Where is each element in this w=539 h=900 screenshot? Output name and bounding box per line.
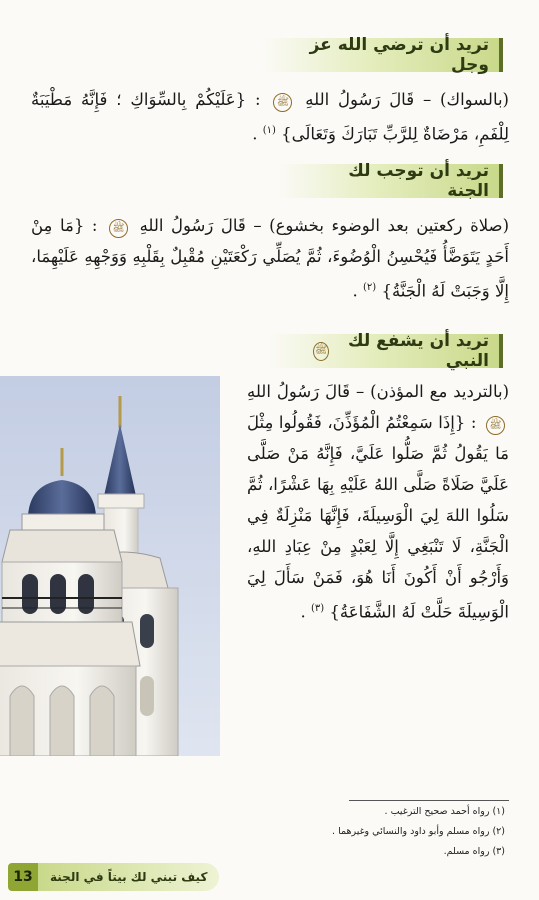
pbuh-icon: ﷺ (273, 93, 292, 112)
section-heading-intercession (269, 331, 503, 371)
heading-text: تريد أن ترضي الله عز وجل (309, 35, 489, 75)
pbuh-icon: ﷺ (109, 219, 128, 238)
pbuh-icon: ﷺ (486, 416, 505, 435)
section-heading-please-allah (264, 35, 503, 75)
hadith-text: : {إِذَا سَمِعْتُمُ الْمُؤَذِّنَ، فَقُولُوا مِثْلَ مَا يَقُولُ ثُمَّ صَلُّوا عَلَيَّ، فَإِنَّهُ مَنْ صَلَّى عَلَيَّ صَلَاةً صَلَّى اللهُ عَلَيْهِ بِهَا عَشْرًا، ثُمَّ سَلُوا اللهَ لِيَ الْوَسِيلَةَ، فَإِنَّهَا مَنْزِلَةٌ فِي الْجَنَّةِ، لَا تَنْبَغِي إِلَّا لِعَبْدٍ مِنْ عِبَادِ اللهِ، وَأَرْجُو أَنْ أَكُونَ أَنَا هُوَ، فَمَنْ سَأَلَ لِيَ الْوَسِيلَةَ حَلَّتْ لَهُ الشَّفَاعَةُ} (247, 413, 509, 622)
hadith-paragraph-wudu: (صلاة ركعتين بعد الوضوء بخشوع) – قَالَ رَسُولُ اللهِ ﷺ : {مَا مِنْ أَحَدٍ يَتَوَضَّأُ فَيُحْسِنُ الْوُضُوءَ، ثُمَّ يُصَلِّي رَكْعَتَيْنِ مُقْبِلٌ بِقَلْبِهِ وَوَجْهِهِ عَلَيْهِمَا، إِلَّا وَجَبَتْ لَهُ الْجَنَّةُ} $^{(٢)}$ . (31, 216, 510, 301)
footnote-2: (٢) رواه مسلم وأبو داود والنسائي وغيرهما . (332, 826, 505, 837)
heading-text: تريد أن يشفع لك النبي (348, 331, 489, 371)
hadith-paragraph-siwak: (بالسواك) – قَالَ رَسُولُ اللهِ ﷺ : {عَلَيْكُمْ بِالسِّوَاكِ ؛ فَإِنَّهُ مَطْيَبَةٌ لِلْفَمِ، مَرْضَاةٌ لِلرَّبِّ تَبَارَكَ وَتَعَالَى} $^{(١)}$ . (31, 90, 509, 144)
hadith-intro: (بالسواك) – قَالَ رَسُولُ اللهِ (305, 90, 509, 109)
hadith-paragraph-adhan: (بالترديد مع المؤذن) – قَالَ رَسُولُ اللهِ ﷺ : {إِذَا سَمِعْتُمُ الْمُؤَذِّنَ، فَقُولُوا مِثْلَ مَا يَقُولُ ثُمَّ صَلُّوا عَلَيَّ، فَإِنَّهُ مَنْ صَلَّى عَلَيَّ صَلَاةً صَلَّى اللهُ عَلَيْهِ بِهَا عَشْرًا، ثُمَّ سَلُوا اللهَ لِيَ الْوَسِيلَةَ، فَإِنَّهَا مَنْزِلَةٌ فِي الْجَنَّةِ، لَا تَنْبَغِي إِلَّا لِعَبْدٍ مِنْ عِبَادِ اللهِ، وَأَرْجُو أَنْ أَكُونَ أَنَا هُوَ، فَمَنْ سَأَلَ لِيَ الْوَسِيلَةَ حَلَّتْ لَهُ الشَّفَاعَةُ} $^{(٣)}$ . (247, 382, 509, 622)
hadith-text: : {مَا مِنْ أَحَدٍ يَتَوَضَّأُ فَيُحْسِنُ الْوُضُوءَ، ثُمَّ يُصَلِّي رَكْعَتَيْنِ مُقْبِلٌ بِقَلْبِهِ وَوَجْهِهِ عَلَيْهِمَا، إِلَّا وَجَبَتْ لَهُ الْجَنَّةُ} (31, 216, 509, 301)
hadith-intro: (بالترديد مع المؤذن) – قَالَ رَسُولُ اللهِ (247, 382, 509, 401)
footnote-ref[interactable]: (٣) (310, 603, 325, 614)
page-footer (8, 862, 219, 892)
minaret-photo (0, 376, 220, 756)
footnote-ref[interactable]: (٢) (363, 282, 377, 293)
hadith-text: : {عَلَيْكُمْ بِالسِّوَاكِ ؛ فَإِنَّهُ مَطْيَبَةٌ لِلْفَمِ، مَرْضَاةٌ لِلرَّبِّ تَبَارَكَ وَتَعَالَى} (31, 90, 509, 144)
footnote-1: (١) رواه أحمد صحيح الترغيب . (384, 806, 505, 817)
book-title: كيف تبني لك بيتاً في الجنة (38, 863, 219, 891)
pbuh-icon: ﷺ (313, 342, 329, 361)
footnote-3: (٣) رواه مسلم. (443, 846, 505, 857)
footnote-divider (349, 800, 509, 801)
hadith-intro: (صلاة ركعتين بعد الوضوء بخشوع) – قَالَ رَسُولُ اللهِ (139, 216, 510, 235)
heading-text: تريد أن توجب لك الجنة (348, 161, 489, 201)
section-heading-paradise (279, 161, 503, 201)
footnote-ref[interactable]: (١) (262, 125, 276, 136)
page-number: 13 (8, 863, 38, 891)
